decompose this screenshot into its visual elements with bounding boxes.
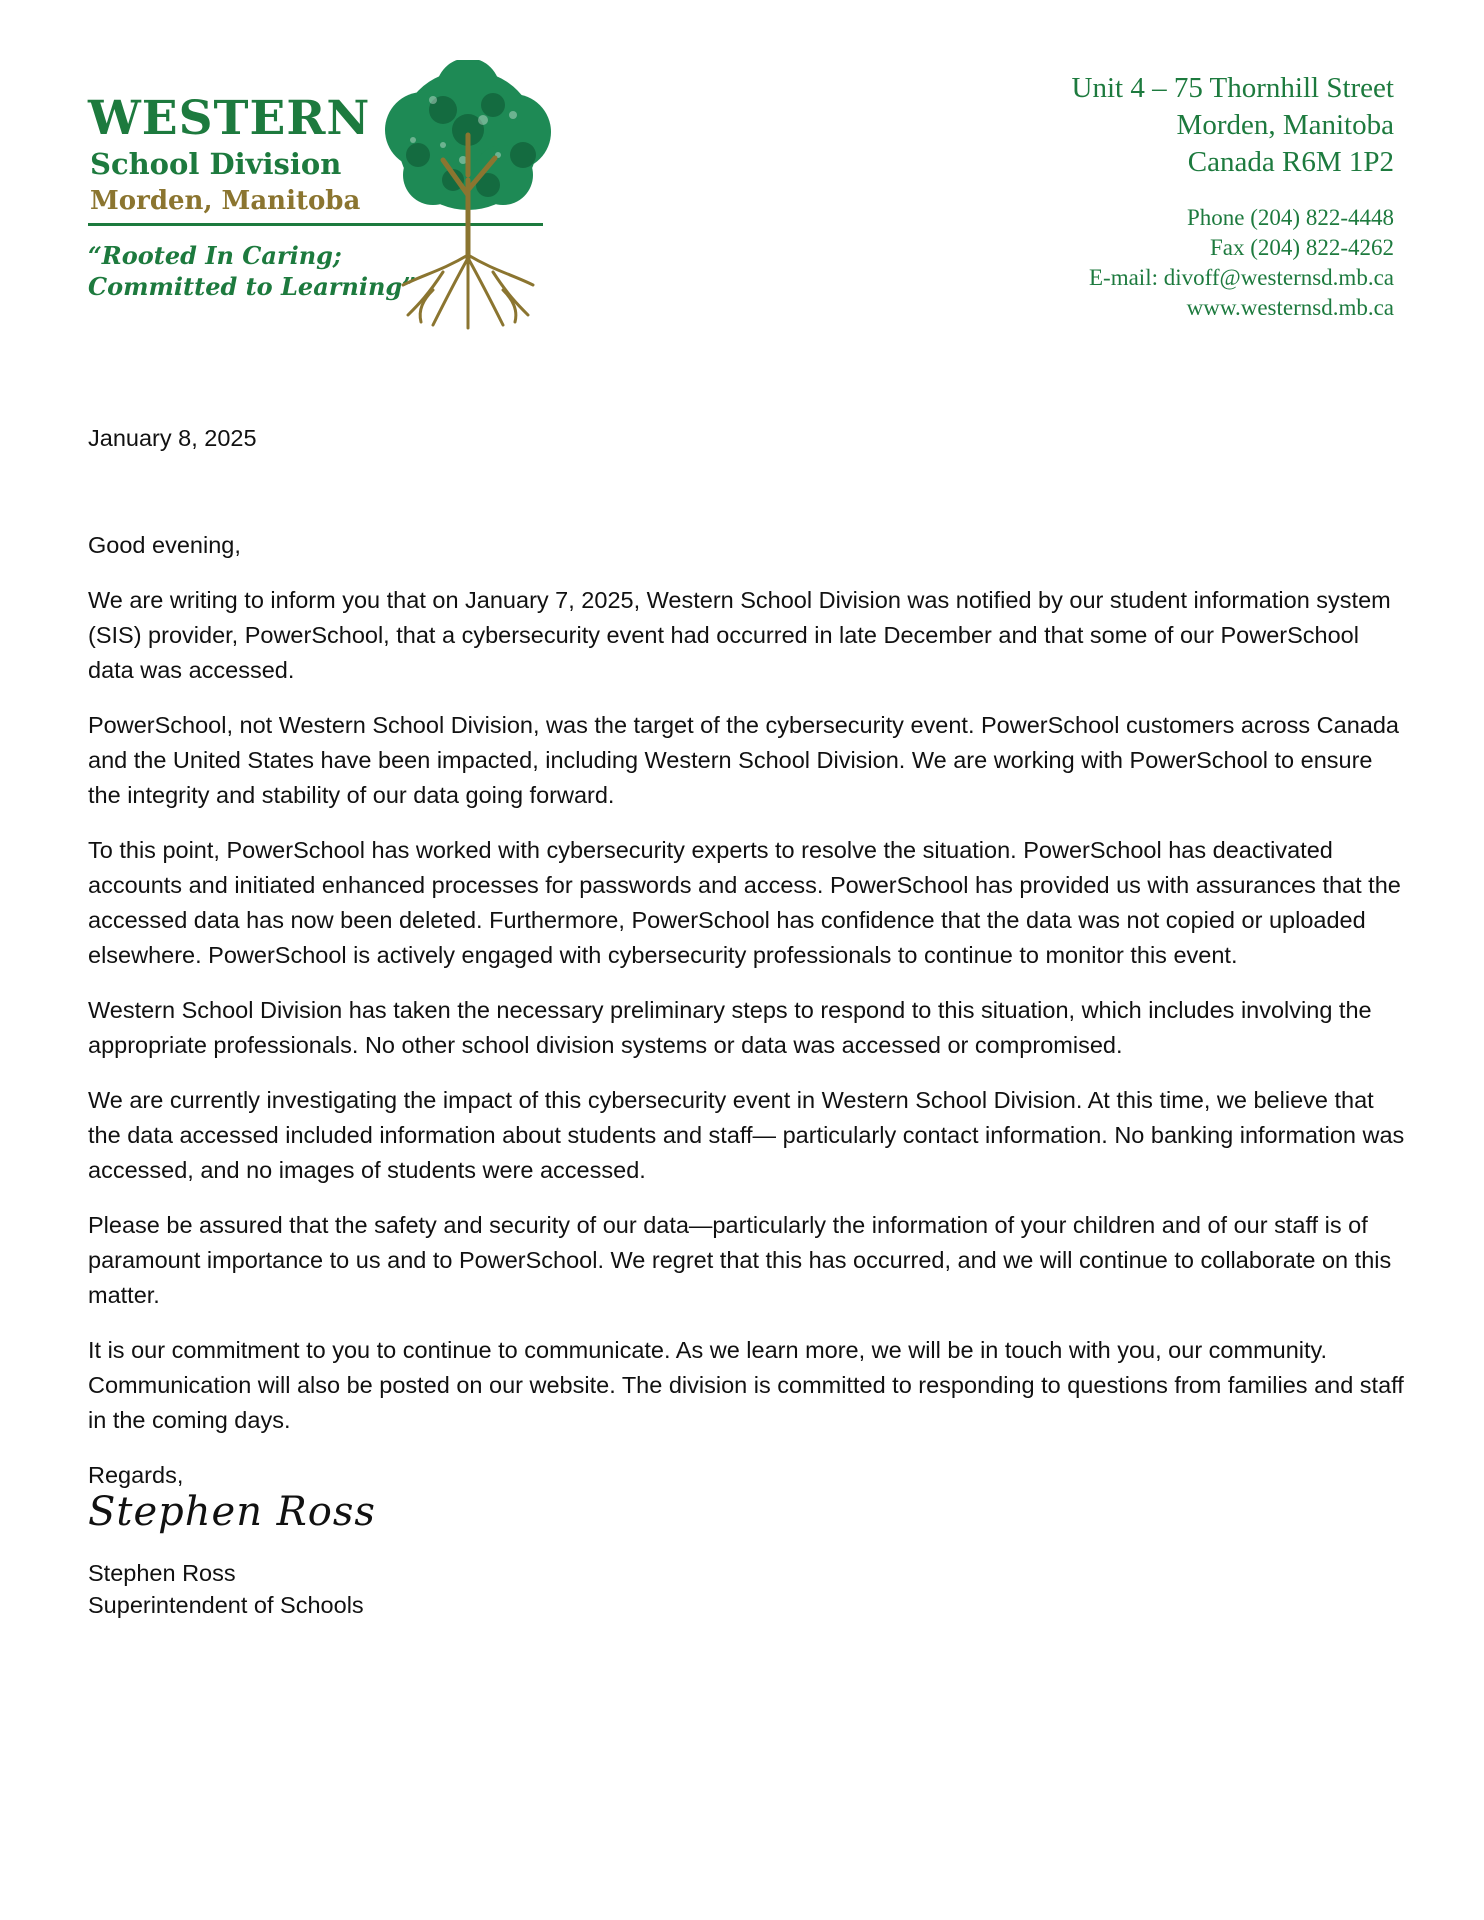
letter-paragraph: We are currently investigating the impact of this cybersecurity event in Western School Division. At this time, we believe that the data accessed included information about students and staff— particularly contact information. No banking information was accessed, and no images of students were accessed. — [88, 1087, 1405, 1183]
letter-body — [88, 421, 1406, 1621]
signer-title: Superintendent of Schools — [88, 1592, 364, 1618]
logo-org-subname: School Division — [90, 147, 342, 181]
letter-paragraph: To this point, PowerSchool has worked with cybersecurity experts to resolve the situation. PowerSchool has deactivated accounts and initiated enhanced processes for passwords and access. PowerSchool has provided us with assurances that the accessed data has now been deleted. Furthermore, PowerSchool has confidence that the data was not copied or uploaded elsewhere. PowerSchool is actively engaged with cybersecurity professionals to continue to monitor this event. — [88, 837, 1401, 968]
handwritten-signature — [88, 1489, 1406, 1557]
logo-town: Morden, Manitoba — [90, 186, 361, 216]
website-link[interactable]: www.westernsd.mb.ca — [1186, 295, 1394, 320]
letterhead-address — [1072, 70, 1394, 323]
letter-greeting: Good evening, — [88, 532, 241, 558]
letter-paragraph: Please be assured that the safety and security of our data—particularly the information of your children and of our staff is of paramount importance to us and to PowerSchool. We regret that this has occurred, and we will continue to collaborate on this matter. — [88, 1212, 1392, 1308]
letter-paragraph: It is our commitment to you to continue to communicate. As we learn more, we will be in touch with you, our community. Communication will also be posted on our website. The division is committed to responding to questions from families and staff in the coming days. — [88, 1337, 1404, 1433]
letter-paragraph: PowerSchool, not Western School Division, was the target of the cybersecurity event. PowerSchool customers across Canada and the United States have been impacted, including Western School Division. We are working with PowerSchool to ensure the integrity and stability of our data going forward. — [88, 712, 1399, 808]
logo-org-name: WESTERN — [88, 91, 371, 146]
motto-line-2: Committed to Learning” — [88, 272, 416, 301]
address-line-1: Unit 4 – 75 Thornhill Street — [1071, 72, 1394, 104]
letter-paragraph: We are writing to inform you that on January 7, 2025, Western School Division was notified by our student information system (SIS) provider, PowerSchool, that a cybersecurity event had occurred in late December and that some of our PowerSchool data was accessed. — [88, 587, 1391, 683]
fax-number: Fax (204) 822-4262 — [1210, 235, 1394, 260]
address-line-3: Canada R6M 1P2 — [1187, 146, 1394, 178]
motto-line-1: “Rooted In Caring; — [88, 241, 342, 270]
signature-script: Stephen Ross — [88, 1489, 376, 1535]
address-line-2: Morden, Manitoba — [1176, 109, 1394, 141]
phone-number: Phone (204) 822-4448 — [1187, 205, 1394, 230]
division-logo — [88, 60, 558, 340]
letter-date: January 8, 2025 — [88, 425, 257, 451]
email-address[interactable]: E-mail: divoff@westernsd.mb.ca — [1089, 265, 1394, 290]
letter-closing: Regards, — [88, 1462, 184, 1488]
logo-motto — [88, 240, 416, 302]
letter-paragraph: Western School Division has taken the necessary preliminary steps to respond to this situation, which includes involving the appropriate professionals. No other school division systems or data was accessed or compromised. — [88, 997, 1372, 1058]
signer-name: Stephen Ross — [88, 1560, 236, 1586]
tree-with-roots-icon — [373, 60, 563, 335]
